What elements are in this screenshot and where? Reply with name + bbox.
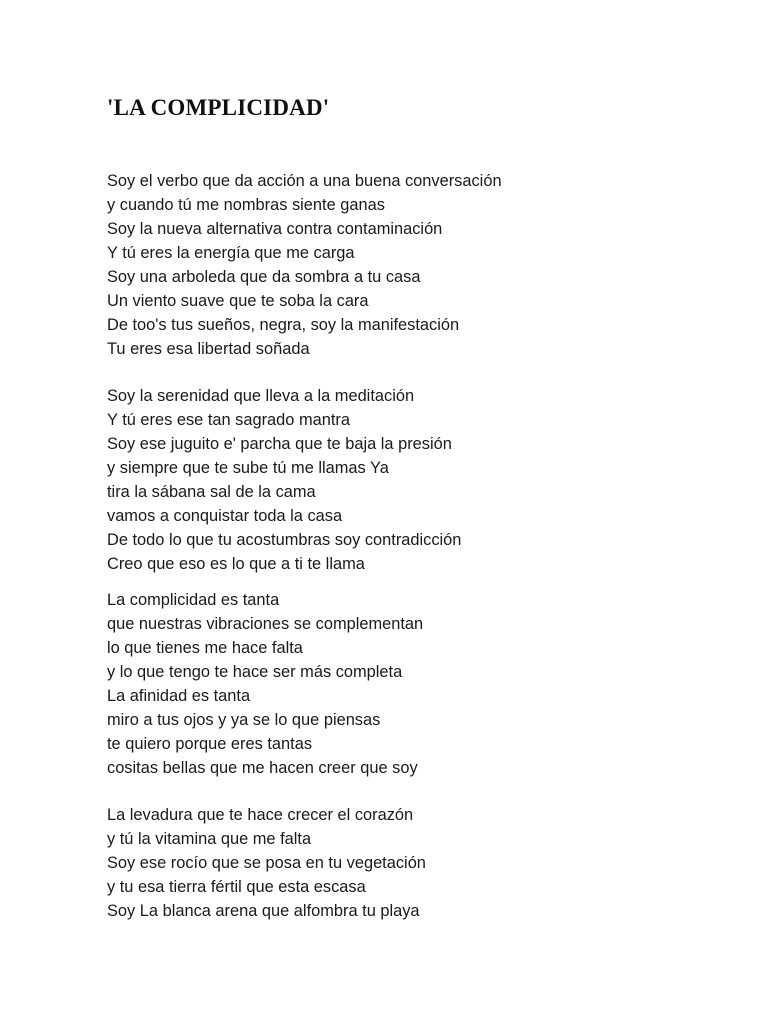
verse-line: De too's tus sueños, negra, soy la manifestación <box>107 316 460 334</box>
verse-line: vamos a conquistar toda la casa <box>107 507 343 525</box>
verse-line: tira la sábana sal de la cama <box>107 483 316 501</box>
verse-line: Y tú eres la energía que me carga <box>107 244 355 262</box>
document-title: 'LA COMPLICIDAD' <box>107 95 330 120</box>
verse-line: Soy una arboleda que da sombra a tu casa <box>107 268 421 286</box>
verse-line: Soy la nueva alternativa contra contaminación <box>107 220 443 238</box>
verse-line: miro a tus ojos y ya se lo que piensas <box>107 711 381 729</box>
verse-line: cositas bellas que me hacen creer que soy <box>107 759 418 777</box>
verse-line: y tu esa tierra fértil que esta escasa <box>107 878 366 896</box>
verse-line: Soy La blanca arena que alfombra tu playa <box>107 902 420 920</box>
verse-line: lo que tienes me hace falta <box>107 639 303 657</box>
verse-line: que nuestras vibraciones se complementan <box>107 615 424 633</box>
verse-line: Y tú eres ese tan sagrado mantra <box>107 411 350 429</box>
verse-line: Soy el verbo que da acción a una buena conversación <box>107 172 502 190</box>
verse-line: te quiero porque eres tantas <box>107 735 313 753</box>
stanza-1 <box>107 169 502 361</box>
verse-line: De todo lo que tu acostumbras soy contradicción <box>107 531 462 549</box>
verse-line: Tu eres esa libertad soñada <box>107 340 310 358</box>
verse-line: y tú la vitamina que me falta <box>107 830 312 848</box>
verse-line: y siempre que te sube tú me llamas Ya <box>107 459 389 477</box>
verse-line: Soy la serenidad que lleva a la meditación <box>107 387 415 405</box>
stanza-2 <box>107 384 461 576</box>
verse-line: Un viento suave que te soba la cara <box>107 292 369 310</box>
stanza-3 <box>107 588 423 780</box>
verse-line: Creo que eso es lo que a ti te llama <box>107 555 365 573</box>
verse-line: La levadura que te hace crecer el corazón <box>107 806 414 824</box>
verse-line: La complicidad es tanta <box>107 591 280 609</box>
stanza-4 <box>107 803 426 923</box>
verse-line: La afinidad es tanta <box>107 687 251 705</box>
verse-line: Soy ese rocío que se posa en tu vegetación <box>107 854 426 872</box>
verse-line: y lo que tengo te hace ser más completa <box>107 663 403 681</box>
verse-line: y cuando tú me nombras siente ganas <box>107 196 385 214</box>
verse-line: Soy ese juguito e' parcha que te baja la presión <box>107 435 452 453</box>
